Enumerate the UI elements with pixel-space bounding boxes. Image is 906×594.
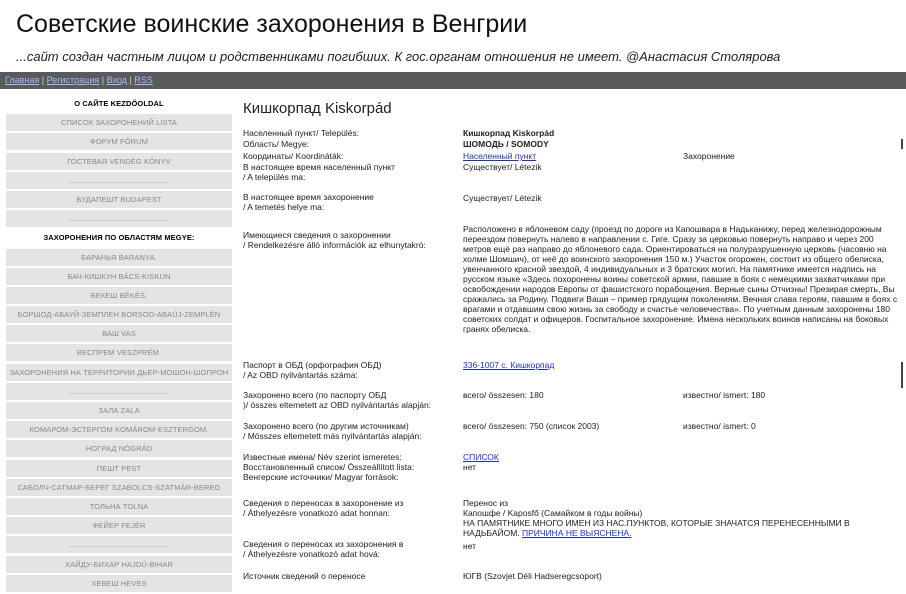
total-obd-label	[243, 390, 458, 410]
names-values	[463, 452, 499, 472]
info-label	[243, 230, 458, 250]
info-label-ru: Имеющиеся сведения о захоронении	[243, 230, 391, 240]
current-burial-label-ru: В настоящее время захоронение	[243, 192, 374, 202]
sidebar-item[interactable]: СПИСОК ЗАХОРОНЕНИЙ LISTA	[6, 114, 232, 131]
scroll-indicator-2	[901, 362, 903, 388]
sidebar-item[interactable]: БАЧ-КИШКУН BÁCS-KISKUN	[6, 268, 232, 285]
sidebar-item[interactable]: ГОСТЕВАЯ VENDÉG KÖNYV	[6, 153, 232, 170]
sidebar-item[interactable]: ХЕВЕШ HEVES	[6, 575, 232, 592]
current-settlement-label-hu: / A település ma:	[243, 172, 306, 182]
transfer-to-label-ru: Сведения о переносах из захоронения в	[243, 539, 404, 549]
total-obd-value: всего/ összesen: 180	[463, 390, 544, 400]
site-title: Советские воинские захоронения в Венгрии	[16, 10, 528, 38]
info-label-hu: / Rendelkezésre álló információk az elhunytakró:	[243, 240, 426, 250]
nav-link-login[interactable]: Вход	[106, 75, 127, 85]
transfer-from-line-2: Капошфе / Kaposfő (Самайком в годы войны)	[463, 508, 643, 518]
sidebar-item[interactable]: ТОЛЬНА TOLNA	[6, 498, 232, 515]
settlement-label: Населенный пункт/ Település:	[243, 128, 360, 138]
coords-label: Координаты/ Koordináták:	[243, 151, 344, 161]
names-label-hungarian: Венгерские источники/ Magyar források:	[243, 472, 399, 482]
nav-link-register[interactable]: Регистрация	[46, 75, 100, 85]
sidebar-item[interactable]: ЗАЛА ZALA	[6, 402, 232, 419]
source-value: ЮГВ (Szovjet Déli Hadseregcsoport)	[463, 571, 602, 581]
current-burial-label-hu: / A temetés helye ma:	[243, 202, 325, 212]
transfer-from-line-3: НА ПАМЯТНИКЕ МНОГО ИМЕН ИЗ НАС.ПУНКТОВ, КОТОРЫЕ ЗНАЧАТСЯ ПЕРЕНЕСЕННЫМИ В	[463, 518, 850, 528]
transfer-from-line-4: НАДЬБАЙОМ.	[463, 528, 523, 538]
transfer-from-line-1: Перенос из	[463, 498, 508, 508]
total-other-value: всего/ összesen: 750 (список 2003)	[463, 421, 600, 431]
sidebar-item[interactable]: ВАШ VAS	[6, 325, 232, 342]
page-heading: Кишкорпад Kiskorpád	[243, 100, 392, 117]
transfer-from-label-hu: / Áthelyezésre vonatkozó adat honnan:	[243, 508, 390, 518]
scroll-indicator-1	[901, 139, 903, 149]
sidebar-item[interactable]: ПЕШТ PEST	[6, 460, 232, 477]
total-other-known: известно/ ismert: 0	[683, 421, 756, 431]
sidebar-menu	[6, 95, 232, 594]
total-obd-label-ru: Захоронено всего (по паспорту ОБД	[243, 390, 387, 400]
main-content	[243, 100, 906, 117]
current-settlement-label-ru: В настоящее время населенный пункт	[243, 162, 395, 172]
total-obd-known: известно/ ismert: 180	[683, 390, 766, 400]
top-nav-bar	[0, 72, 906, 89]
names-label	[243, 452, 458, 482]
sidebar-item: ..............................................	[6, 383, 232, 400]
sidebar-item[interactable]: БУДАПЕШТ BUDAPEST	[6, 191, 232, 208]
transfer-to-label	[243, 539, 458, 559]
sidebar-item[interactable]: БАРАНЬЯ BARANYA.	[6, 249, 232, 266]
sidebar-item: ..............................................	[6, 172, 232, 189]
sidebar-item: ..............................................	[6, 210, 232, 227]
sidebar-item[interactable]: БЕКЕШ BÉKÉS.	[6, 287, 232, 304]
current-settlement-value: Существует/ Létezik	[463, 162, 542, 172]
top-nav-links: Главная | Регистрация | Вход | RSS	[5, 75, 153, 85]
passport-label	[243, 360, 458, 380]
transfer-from-label	[243, 498, 458, 518]
sidebar-item[interactable]: ВЕСПРЕМ VESZPRÉM.	[6, 344, 232, 361]
sidebar-item[interactable]: О САЙТЕ KEZDŐOLDAL	[6, 95, 232, 112]
transfer-from-label-ru: Сведения о переносах в захоронение из	[243, 498, 404, 508]
region-label: Область/ Megye:	[243, 139, 309, 149]
sidebar-item[interactable]: КОМАРОМ-ЭСТЕРГОМ KOMÁROM-ESZTERGOM.	[6, 421, 232, 438]
total-other-label	[243, 421, 458, 441]
passport-label-ru: Паспорт в ОБД (орфография ОБД)	[243, 360, 382, 370]
passport-link[interactable]: 336-1007 с. Кишкорпад	[463, 360, 555, 370]
coords-burial: Захоронение	[683, 151, 735, 161]
coords-settlement-link[interactable]: Населенный пункт	[463, 151, 537, 161]
names-list-link[interactable]: СПИСОК	[463, 452, 499, 462]
settlement-value: Кишкорпад Kiskorpád	[463, 128, 555, 138]
sidebar-item[interactable]: БОРШОД-АБАУЙ-ЗЕМПЛЕН BORSOD-ABAÚJ-ZEMPLÉN	[6, 306, 232, 323]
sidebar-item[interactable]: ЗАХОРОНЕНИЯ ПО ОБЛАСТЯМ MEGYE:	[6, 229, 232, 246]
transfer-to-value: нет	[463, 541, 477, 551]
source-label: Источник сведений о переносе	[243, 571, 366, 581]
current-settlement-label	[243, 162, 458, 182]
names-label-known: Известные имена/ Név szerint ismeretes:	[243, 452, 402, 462]
sidebar-item[interactable]: ХАЙДУ-БИХАР HAJDÚ-BIHAR	[6, 556, 232, 573]
nav-link-home[interactable]: Главная	[5, 75, 40, 85]
reason-unknown-link[interactable]: ПРИЧИНА НЕ ВЫЯСНЕНА.	[522, 528, 632, 538]
transfer-to-label-hu: / Áthelyezésre vonatkozó adat hová:	[243, 549, 381, 559]
site-subtitle: ...сайт создан частным лицом и родственниками погибших. К гос.органам отношения не имеет. @Анастасия Столярова	[16, 49, 781, 64]
sidebar-item[interactable]: ФЕЙЕР FEJÉR	[6, 517, 232, 534]
current-burial-value: Существует/ Létezik	[463, 193, 542, 203]
sidebar-item[interactable]: ЗАХОРОНЕНИЯ НА ТЕРРИТОРИИ ДЬЕР-МОШОН-ШОПРОН	[6, 364, 232, 381]
sidebar-item[interactable]: НОГРАД NÓGRÁD	[6, 440, 232, 457]
region-value: ШОМОДЬ / SOMODY	[463, 139, 549, 149]
sidebar-item: ..............................................	[6, 536, 232, 553]
burial-description: Расположено в яблоневом саду (проезд по дороге из Капошвара в Надьканижу, перед железнодорожным переездом повернуть налево в направлении с. Гиге. Сразу за церковью повернуть направо и через 200 метров ещё раз направо до яблоневого сада. Ориентироваться на полуразрушенную церковь (часовню на холме Шомшич), от неё до воинского захоронения 150 м.) Участок огорожен, состоит из общего обелиска, увенчанного красной звездой, 4 индивидуальных и 3 братских могил. На памятнике имеется надпись на русском языке «Здесь похоронены воины советской армии, павшие в боях с немецкими захватчиками при освобождении народов Европы от фашистского порабощения. Верные сыны Отчизны! Презирая смерть, Вы сражались за Родину. Подвиги Ваши – пример грядущим поколениям. Вечная слава героям, павшим в боях с врагами и отдавшим свою жизнь за свободу и счастье человечества». По учетным данным захоронены 180 советских солдат и офицеров. Госпитальное захоронение. Имена нескольких воинов написаны на боковых гранях обелиска.	[463, 224, 898, 334]
nav-link-rss[interactable]: RSS	[134, 75, 153, 85]
sidebar-item[interactable]: САБОЛЧ-САТМАР-БЕРЕГ SZABOLCS-SZATMÁR-BEREG	[6, 479, 232, 496]
total-obd-label-hu: )/ összes eltemetett az OBD nyilvántartás alapján:	[243, 400, 432, 410]
total-other-label-hu: / Mösszes eltemetett más nyilvántartás alapján:	[243, 431, 422, 441]
current-burial-label	[243, 192, 458, 212]
transfer-from-values	[463, 498, 900, 538]
passport-label-hu: / Az OBD nyilvántartás száma:	[243, 370, 358, 380]
sidebar-item[interactable]: ФОРУМ FÓRUM	[6, 133, 232, 150]
total-other-label-ru: Захоронено всего (по другим источникам)	[243, 421, 409, 431]
names-label-restored: Восстановленный список/ Összeállított lista:	[243, 462, 415, 472]
restored-list-value: нет	[463, 462, 477, 472]
